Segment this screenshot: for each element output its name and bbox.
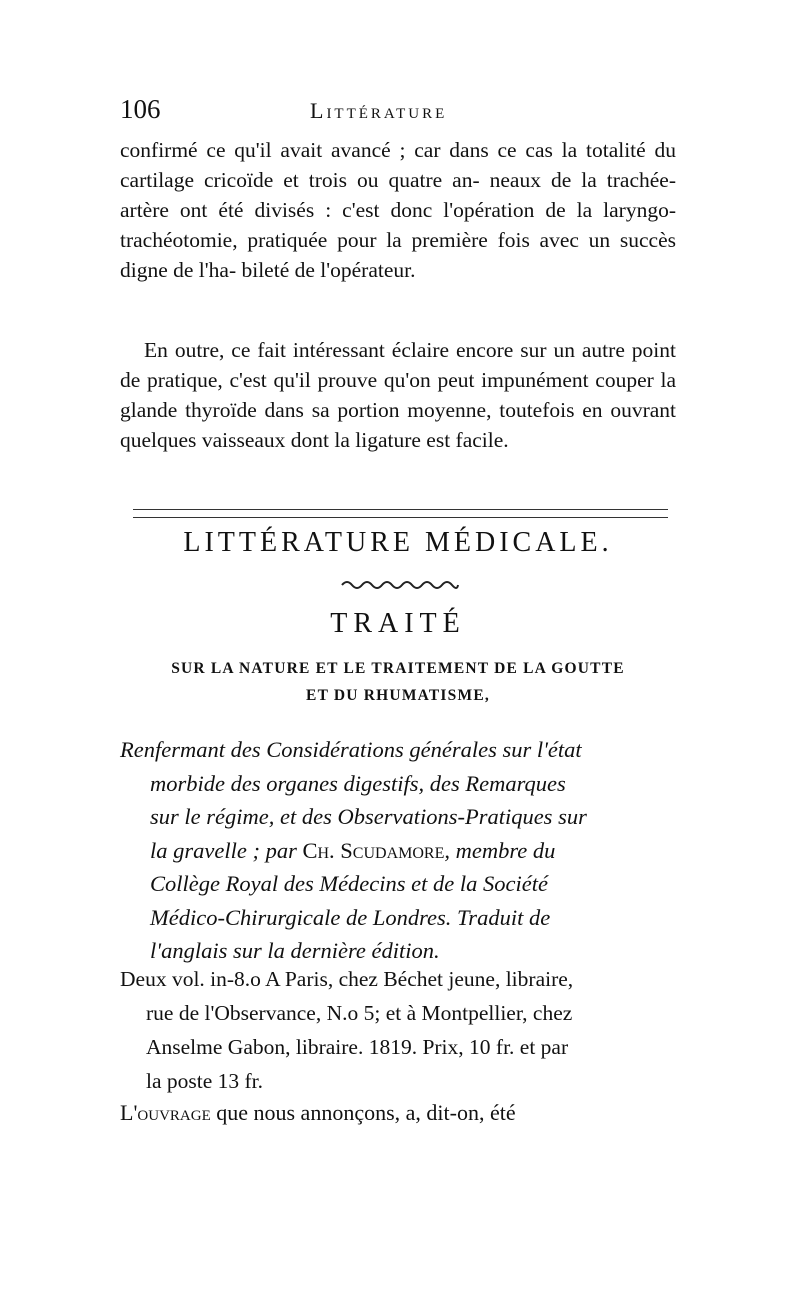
publication-line: Anselme Gabon, libraire. 1819. Prix, 10 fr. et par [146,1035,569,1059]
running-head [120,94,680,134]
publication-line: rue de l'Observance, N.o 5; et à Montpellier, chez [146,1001,573,1025]
section-title: LITTÉRATURE MÉDICALE. [183,527,613,558]
section-divider [133,509,668,518]
text-line: peut impunément couper la glande thyroïde dans sa [120,368,677,422]
author-name: Ch. Scudamore [302,837,445,863]
publication-info [120,962,680,1098]
text-line: En outre, ce fait intéressant éclaire encore sur un [144,338,575,362]
author-suffix: , membre du [444,837,556,863]
text-line: pour la première fois avec un succès digne de l'ha- [120,228,677,282]
description-line: Médico-Chirurgicale de Londres. Traduit de [150,904,551,930]
text-line: l'opération de la laryngo-trachéotomie, pratiquée [120,198,676,252]
description-line: l'anglais sur la dernière édition. [150,938,440,963]
paragraph-continued [120,135,676,285]
subtitle-line: SUR LA NATURE ET LE TRAITEMENT DE LA GOUTTE [171,660,625,677]
wavy-ornament [340,579,460,591]
description-line: la gravelle ; par [150,837,297,863]
text-line: confirmé ce qu'il avait avancé ; car dans ce cas la [120,138,578,162]
description-line: Collège Royal des Médecins et de la Société [150,871,548,896]
page-number: 106 [120,94,161,124]
review-opening [120,1100,680,1126]
review-lead-word: L'ouvrage [120,1100,211,1125]
book-description [120,733,680,968]
paragraph [120,335,676,455]
text-line: neaux de la trachée-artère ont été divisés : c'est donc [120,168,676,222]
book-title: TRAITÉ [330,608,466,639]
description-line: sur le régime, et des Observations-Pratiques sur [150,804,587,829]
text-line: autre point de pratique, c'est qu'il prouve qu'on [120,338,676,392]
description-line-author [120,834,680,868]
description-line: Renfermant des Considérations générales sur l'état [120,737,582,762]
text-line: bileté de l'opérateur. [241,258,416,282]
description-line: morbide des organes digestifs, des Remarques [150,770,566,796]
running-title: Littérature [310,98,448,123]
review-text: que nous annonçons, a, dit-on, été [210,1100,516,1125]
book-subtitle [120,655,676,709]
publication-line: Deux vol. in-8.o A Paris, chez Béchet jeune, libraire, [120,967,574,991]
text-line: vaisseaux dont la ligature est facile. [201,428,509,452]
text-line: portion moyenne, toutefois en ouvrant quelques [120,398,676,452]
publication-line: la poste 13 fr. [146,1069,264,1093]
subtitle-line: ET DU RHUMATISME, [306,687,490,704]
text-line: totalité du cartilage cricoïde et trois ou quatre an- [120,138,677,192]
